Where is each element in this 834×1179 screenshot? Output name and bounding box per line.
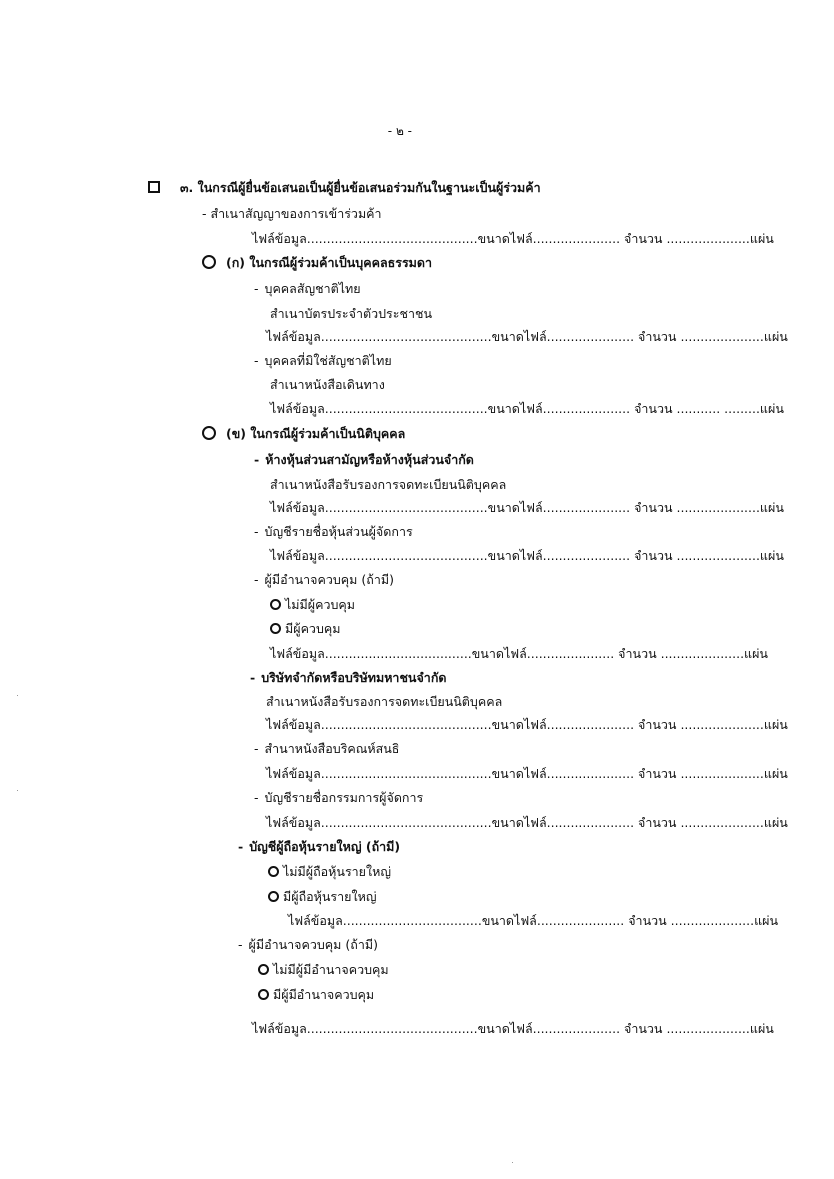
controller-file-line[interactable]: ไฟล์ข้อมูล.....................................ขนาดไฟล์...................... จำนวน .....................แผ่น (270, 646, 768, 661)
no-authority-radio[interactable] (258, 964, 269, 975)
has-authority-option[interactable]: มีผู้มีอำนาจควบคุม (258, 986, 374, 1004)
partner-list-file-line[interactable]: ไฟล์ข้อมูล.........................................ขนาดไฟล์...................... จำนวน .....................แผ่น (270, 548, 784, 563)
option-b-radio[interactable] (202, 426, 216, 440)
option-b-heading[interactable]: (ข) ในกรณีผู้ร่วมค้าเป็นนิติบุคคล (202, 425, 405, 443)
passport-file-line[interactable]: ไฟล์ข้อมูล.........................................ขนาดไฟล์...................... จำนวน ........... .........แผ่น (270, 401, 784, 416)
non-thai-person-label: - บุคคลที่มิใช่สัญชาติไทย (254, 353, 392, 368)
director-list-label: - บัญชีรายชื่อกรรมการผู้จัดการ (254, 790, 424, 805)
no-controller-option[interactable]: ไม่มีผู้ควบคุม (270, 596, 355, 614)
partnership-heading: - ห้างหุ้นส่วนสามัญหรือห้างหุ้นส่วนจำกัด (254, 452, 474, 467)
section3-checkbox[interactable] (148, 181, 160, 193)
authority-heading: - ผู้มีอำนาจควบคุม (ถ้ามี) (238, 937, 378, 952)
has-major-shareholder-radio[interactable] (268, 891, 279, 902)
director-list-file-line[interactable]: ไฟล์ข้อมูล...........................................ขนาดไฟล์...................... จำนวน .....................แผ่น (266, 815, 788, 830)
major-shareholders-heading: - บัญชีผู้ถือหุ้นรายใหญ่ (ถ้ามี) (238, 839, 401, 854)
company-registration-label: สำเนาหนังสือรับรองการจดทะเบียนนิติบุคคล (266, 694, 503, 709)
partnership-controller-label: - ผู้มีอำนาจควบคุม (ถ้ามี) (254, 572, 394, 587)
no-major-shareholder-radio[interactable] (268, 866, 279, 877)
option-a-heading[interactable]: (ก) ในกรณีผู้ร่วมค้าเป็นบุคคลธรรมดา (202, 254, 432, 272)
has-major-shareholder-option[interactable]: มีผู้ถือหุ้นรายใหญ่ (268, 888, 376, 906)
option-a-radio[interactable] (202, 255, 216, 269)
id-card-label: สำเนาบัตรประจำตัวประชาชน (270, 306, 432, 321)
authority-file-line[interactable]: ไฟล์ข้อมูล...........................................ขนาดไฟล์...................... จำนวน .....................แผ่น (252, 1021, 774, 1036)
no-controller-radio[interactable] (270, 599, 281, 610)
id-card-file-line[interactable]: ไฟล์ข้อมูล...........................................ขนาดไฟล์...................... จำนวน .....................แผ่น (266, 329, 788, 344)
no-authority-option[interactable]: ไม่มีผู้มีอำนาจควบคุม (258, 961, 389, 979)
has-controller-option[interactable]: มีผู้ควบคุม (270, 620, 340, 638)
section3-heading: ๓. ในกรณีผู้ยื่นข้อเสนอเป็นผู้ยื่นข้อเสนอร่วมกันในฐานะเป็นผู้ร่วมค้า (180, 180, 541, 195)
partnership-registration-file-line[interactable]: ไฟล์ข้อมูล.........................................ขนาดไฟล์...................... จำนวน .....................แผ่น (270, 500, 784, 515)
jv-contract-label: - สำเนาสัญญาของการเข้าร่วมค้า (202, 206, 382, 221)
has-controller-radio[interactable] (270, 623, 281, 634)
major-shareholder-file-line[interactable]: ไฟล์ข้อมูล...................................ขนาดไฟล์...................... จำนวน .....................แผ่น (288, 913, 779, 928)
memorandum-file-line[interactable]: ไฟล์ข้อมูล...........................................ขนาดไฟล์...................... จำนวน .....................แผ่น (266, 766, 788, 781)
passport-label: สำเนาหนังสือเดินทาง (270, 377, 385, 392)
partner-list-label: - บัญชีรายชื่อหุ้นส่วนผู้จัดการ (254, 524, 413, 539)
scan-artifact (17, 790, 18, 791)
thai-person-label: - บุคคลสัญชาติไทย (254, 281, 361, 296)
scan-artifact (512, 1162, 513, 1163)
no-major-shareholder-option[interactable]: ไม่มีผู้ถือหุ้นรายใหญ่ (268, 863, 391, 881)
scan-artifact (17, 695, 18, 696)
company-heading: - บริษัทจำกัดหรือบริษัทมหาชนจำกัด (250, 670, 447, 685)
has-authority-radio[interactable] (258, 989, 269, 1000)
jv-file-line[interactable]: ไฟล์ข้อมูล...........................................ขนาดไฟล์...................... จำนวน .....................แผ่น (252, 231, 774, 246)
partnership-registration-label: สำเนาหนังสือรับรองการจดทะเบียนนิติบุคคล (270, 477, 507, 492)
page-number: - ๒ - (387, 123, 412, 138)
memorandum-label: - สำนาหนังสือบริคณห์สนธิ (254, 741, 400, 756)
company-registration-file-line[interactable]: ไฟล์ข้อมูล...........................................ขนาดไฟล์...................... จำนวน .....................แผ่น (266, 717, 788, 732)
